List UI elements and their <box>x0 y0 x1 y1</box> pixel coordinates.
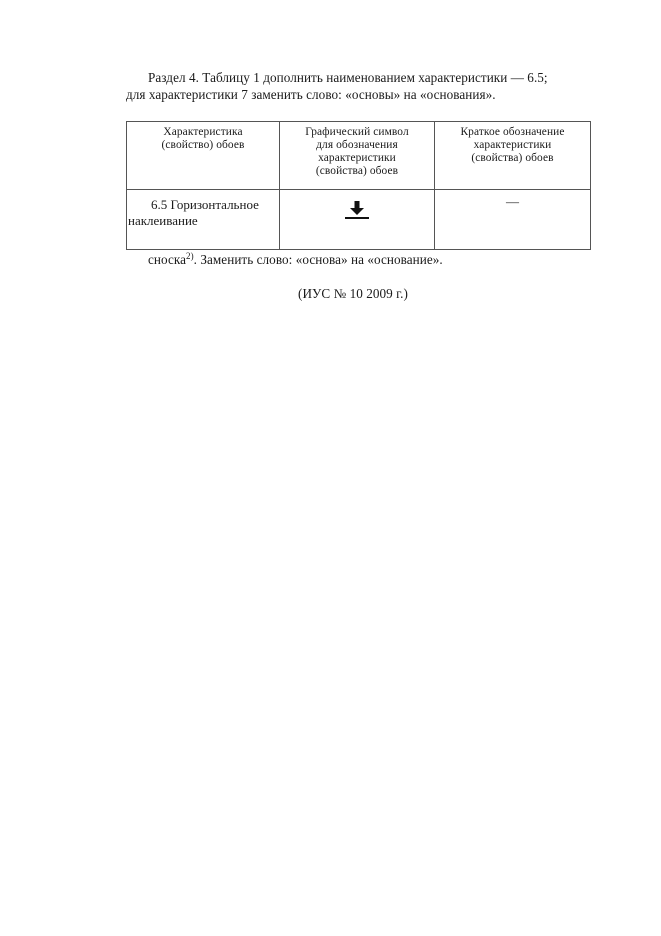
header-characteristic <box>127 122 280 190</box>
cell-graphic-symbol <box>280 190 435 250</box>
header-line: Характеристика <box>163 126 243 138</box>
header-graphic-symbol <box>280 122 435 190</box>
down-arrow-on-line-icon <box>337 201 377 221</box>
amendment-text-line-2: для характеристики 7 заменить слово: «основы» на «основания». <box>126 87 496 102</box>
header-line: Графический символ <box>305 126 409 138</box>
header-line: (свойство) обоев <box>161 139 245 151</box>
cell-characteristic-name <box>127 190 280 250</box>
characteristic-name-line-1: 6.5 Горизонтальное <box>151 197 259 212</box>
header-line: характеристики <box>473 139 552 151</box>
header-line: (свойства) обоев <box>471 152 554 164</box>
header-line: для обозначения <box>316 139 398 151</box>
footnote-amendment-line <box>148 252 443 268</box>
source-reference: (ИУС № 10 2009 г.) <box>298 286 408 301</box>
cell-short-designation: — <box>435 190 591 250</box>
characteristic-name-line-2: наклеивание <box>128 213 198 228</box>
footnote-word: сноска <box>148 252 187 267</box>
footnote-text: . Заменить слово: «основа» на «основание». <box>193 252 443 267</box>
header-line: характеристики <box>318 152 396 164</box>
header-short-designation <box>435 122 591 190</box>
header-line: (свойства) обоев <box>315 165 399 177</box>
table-header-row <box>127 122 591 190</box>
table-row <box>127 190 591 250</box>
amendment-text-line-1: Раздел 4. Таблицу 1 дополнить наименованием характеристики — 6.5; <box>148 70 548 85</box>
footnote-number: 2) <box>186 251 194 261</box>
amendment-table <box>126 121 591 250</box>
header-line: Краткое обозначение <box>460 126 565 138</box>
